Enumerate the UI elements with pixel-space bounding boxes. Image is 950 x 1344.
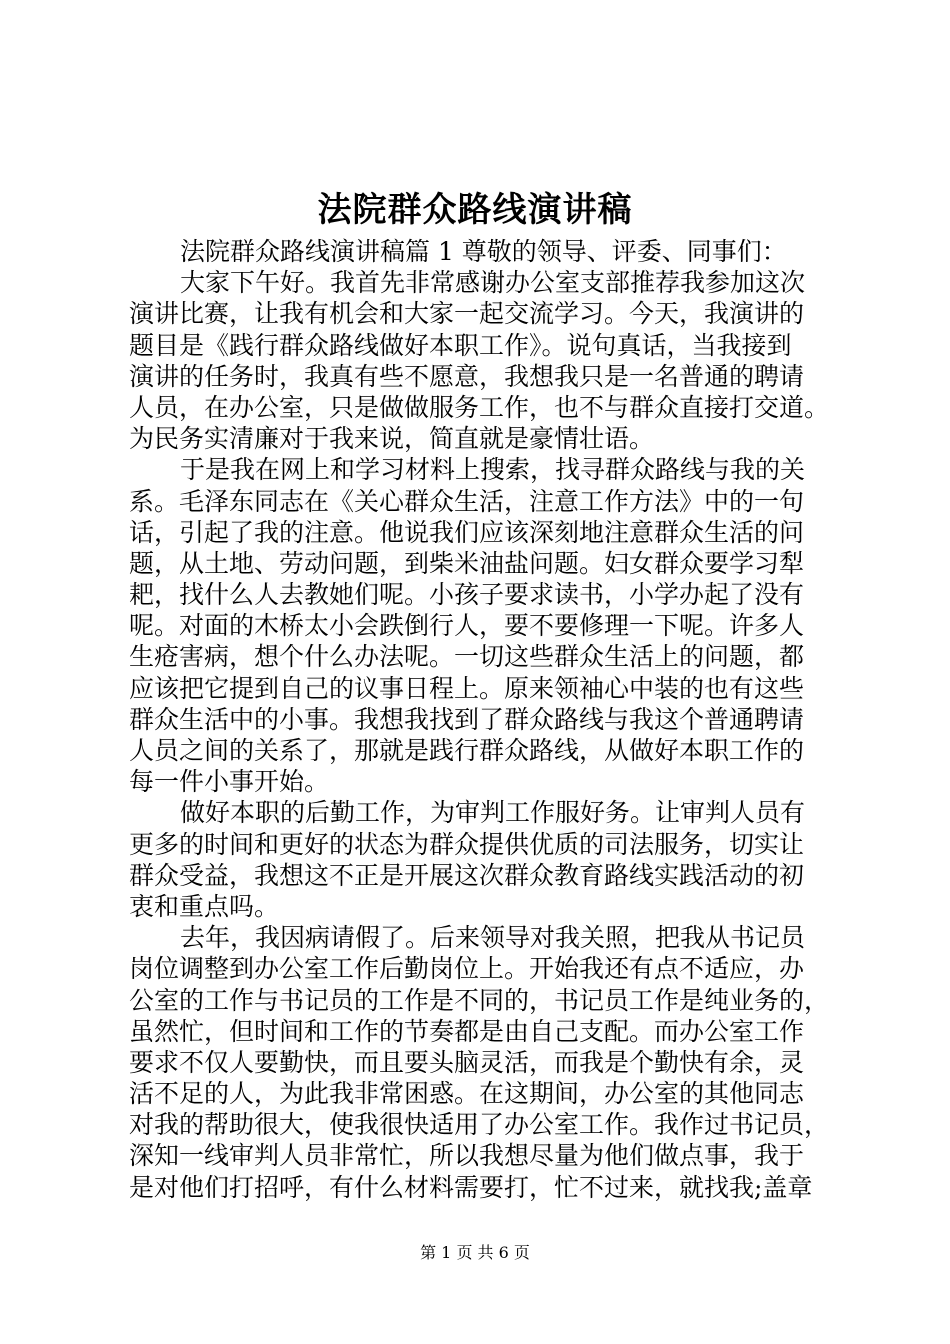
text-line: 耙，找什么人去教她们呢。小孩子要求读书，小学办起了没有 xyxy=(129,580,805,610)
text-line: 人员之间的关系了，那就是践行群众路线，从做好本职工作的 xyxy=(129,736,805,765)
text-line: 深知一线审判人员非常忙，所以我想尽量为他们做点事，我于 xyxy=(129,1141,805,1171)
text-line: 题，从土地、劳动问题，到柴米油盐问题。妇女群众要学习犁 xyxy=(129,548,805,578)
text-line: 呢。对面的木桥太小会跌倒行人，要不要修理一下呢。许多人 xyxy=(129,611,805,641)
text-line: 对我的帮助很大，使我很快适用了办公室工作。我作过书记员， xyxy=(129,1110,830,1140)
text-line: 虽然忙，但时间和工作的节奏都是由自己支配。而办公室工作 xyxy=(129,1016,805,1046)
text-line: 系。毛泽东同志在《关心群众生活，注意工作方法》中的一句 xyxy=(129,486,805,516)
text-line: 做好本职的后勤工作，为审判工作服好务。让审判人员有 xyxy=(180,798,806,828)
text-line: 人员，在办公室，只是做做服务工作，也不与群众直接打交道。 xyxy=(129,392,830,422)
text-line: 于是我在网上和学习材料上搜索，找寻群众路线与我的关 xyxy=(180,455,806,485)
page-footer: 第 1 页 共 6 页 xyxy=(420,1243,530,1262)
text-line: 应该把它提到自己的议事日程上。原来领袖心中装的也有这些 xyxy=(129,673,805,703)
text-line: 每一件小事开始。 xyxy=(129,767,330,797)
document-title: 法院群众路线演讲稿 xyxy=(317,190,633,230)
text-line: 更多的时间和更好的状态为群众提供优质的司法服务，切实让 xyxy=(129,829,805,859)
text-line: 群众受益，我想这不正是开展这次群众教育路线实践活动的初 xyxy=(129,860,805,890)
text-line: 法院群众路线演讲稿篇 1 尊敬的领导、评委、同事们： xyxy=(180,237,787,266)
text-line: 题目是《践行群众路线做好本职工作》。说句真话，当我接到 xyxy=(129,330,792,360)
text-line: 群众生活中的小事。我想我找到了群众路线与我这个普通聘请 xyxy=(129,704,805,734)
document-body xyxy=(129,236,829,1203)
text-line: 公室的工作与书记员的工作是不同的，书记员工作是纯业务的， xyxy=(129,985,830,1015)
text-line: 演讲比赛，让我有机会和大家一起交流学习。今天，我演讲的 xyxy=(129,299,805,329)
text-line: 为民务实清廉对于我来说，简直就是豪情壮语。 xyxy=(129,424,655,454)
text-line: 生疮害病，想个什么办法呢。一切这些群众生活上的问题，都 xyxy=(129,642,805,672)
text-line: 活不足的人，为此我非常困惑。在这期间，办公室的其他同志 xyxy=(129,1079,805,1109)
text-line: 演讲的任务时，我真有些不愿意，我想我只是一名普通的聘请 xyxy=(129,361,805,391)
text-line: 去年，我因病请假了。后来领导对我关照，把我从书记员 xyxy=(180,923,806,953)
text-line: 要求不仅人要勤快，而且要头脑灵活，而我是个勤快有余，灵 xyxy=(129,1047,805,1077)
text-line: 衷和重点吗。 xyxy=(129,891,280,921)
text-line: 岗位调整到办公室工作后勤岗位上。开始我还有点不适应，办 xyxy=(129,954,805,984)
text-line: 大家下午好。我首先非常感谢办公室支部推荐我参加这次 xyxy=(180,268,806,298)
text-line: 话，引起了我的注意。他说我们应该深刻地注意群众生活的问 xyxy=(129,517,805,547)
text-line: 是对他们打招呼，有什么材料需要打，忙不过来，就找我;盖章 xyxy=(129,1172,813,1202)
